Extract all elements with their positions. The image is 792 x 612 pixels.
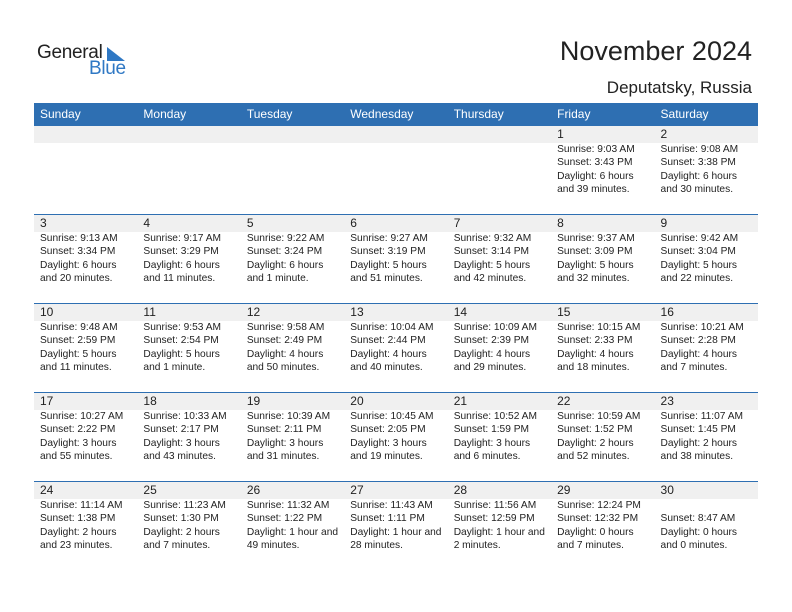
day-cell: [448, 410, 551, 481]
sunrise-text: Sunrise: 10:39 AM: [246, 411, 331, 422]
sunrise-text: [40, 143, 137, 156]
sunrise-text: Sunrise: 10:59 AM: [557, 411, 641, 422]
daylight-text: Daylight: 2 hours: [660, 437, 737, 449]
day-cell: [344, 410, 447, 481]
sunrise-text: Sunrise: 9:22 AM: [246, 233, 325, 244]
daylight-text: Daylight: 6 hours: [143, 259, 220, 271]
sunset-text: [247, 156, 344, 169]
sunset-text: Sunset: 2:59 PM: [40, 335, 116, 347]
day-cell: [137, 499, 240, 570]
day-number: 15: [557, 305, 571, 319]
sunrise-text: [661, 499, 758, 512]
daylight-text: [350, 183, 447, 196]
day-details-row: [34, 143, 758, 214]
day-cell: [137, 143, 240, 214]
daylight-text: [247, 170, 344, 183]
sunset-text: Sunset: 8:47 AM: [660, 513, 736, 525]
day-cell: [655, 232, 758, 303]
logo-general-text: General: [37, 42, 103, 63]
sunrise-text: Sunrise: 10:52 AM: [453, 411, 537, 422]
day-number: 5: [246, 216, 254, 230]
daylight-text: Daylight: 2 hours: [40, 526, 117, 538]
day-number: 20: [350, 394, 364, 408]
sunrise-text: Sunrise: 9:37 AM: [557, 233, 635, 244]
daylight-text: Daylight: 6 hours: [40, 259, 117, 271]
day-cell: [241, 143, 344, 214]
day-number: 11: [143, 305, 156, 319]
sunrise-text: Sunrise: 9:27 AM: [350, 233, 428, 244]
daylight-text: [350, 170, 447, 183]
sunset-text: Sunset: 2:28 PM: [660, 335, 736, 347]
sunset-text: Sunset: 2:44 PM: [350, 335, 426, 347]
day-cell: [34, 321, 137, 392]
day-number: 9: [660, 216, 668, 230]
sunrise-text: [247, 143, 344, 156]
day-cell: [551, 499, 654, 570]
day-number: 7: [453, 216, 461, 230]
daylight-text: and 19 minutes.: [350, 451, 423, 463]
sunset-text: Sunset: 2:54 PM: [143, 335, 219, 347]
sunrise-text: Sunrise: 11:32 AM: [246, 500, 330, 511]
day-number: 18: [143, 394, 157, 408]
sunrise-text: Sunrise: 9:08 AM: [660, 144, 739, 155]
day-number-row: [34, 482, 758, 499]
sunrise-text: Sunrise: 10:21 AM: [660, 322, 744, 333]
day-cell: [448, 499, 551, 570]
day-number: 29: [557, 483, 571, 497]
day-cell: [655, 499, 758, 570]
day-number: 1: [557, 127, 564, 141]
day-number: [34, 126, 137, 143]
daylight-text: and 32 minutes.: [557, 273, 630, 285]
sunset-text: [454, 156, 551, 169]
day-cell: [655, 321, 758, 392]
sunrise-text: Sunrise: 10:33 AM: [143, 411, 227, 422]
daylight-text: and 40 minutes.: [350, 362, 423, 374]
daylight-text: Daylight: 4 hours: [453, 348, 531, 360]
daylight-text: Daylight: 2 hours: [557, 437, 634, 449]
day-number: 25: [143, 483, 157, 497]
sunrise-text: Sunrise: 12:24 PM: [557, 500, 641, 511]
weekday-thursday: Thursday: [453, 107, 504, 121]
daylight-text: and 1 minute.: [246, 273, 309, 285]
day-number: 21: [453, 394, 468, 408]
day-cell: [137, 410, 240, 481]
daylight-text: [143, 183, 240, 196]
daylight-text: and 55 minutes.: [40, 451, 113, 463]
daylight-text: Daylight: 5 hours: [453, 259, 531, 271]
day-cell: [551, 410, 654, 481]
daylight-text: Daylight: 4 hours: [557, 348, 634, 360]
sunset-text: Sunset: 1:30 PM: [143, 513, 219, 525]
sunset-text: Sunset: 1:38 PM: [40, 513, 116, 525]
day-number: 3: [40, 216, 47, 230]
week-row: [34, 303, 758, 392]
week-row: [34, 392, 758, 481]
daylight-text: Daylight: 3 hours: [143, 437, 220, 449]
day-cell: [551, 321, 654, 392]
sunset-text: Sunset: 3:14 PM: [453, 246, 530, 258]
weeks-container: [34, 126, 758, 570]
daylight-text: Daylight: 1 hour and: [453, 526, 545, 538]
day-number: [344, 126, 447, 143]
day-cell: [34, 143, 137, 214]
sunset-text: Sunset: 3:04 PM: [660, 246, 736, 258]
sunset-text: Sunset: 12:32 PM: [557, 513, 639, 525]
day-cell: [551, 143, 654, 214]
daylight-text: and 20 minutes.: [40, 273, 113, 285]
daylight-text: Daylight: 3 hours: [350, 437, 427, 449]
day-cell: [241, 232, 344, 303]
day-cell: [448, 143, 551, 214]
weekday-tuesday: Tuesday: [246, 107, 293, 121]
sunrise-text: [350, 143, 447, 156]
weekday-monday: Monday: [143, 107, 187, 121]
sunset-text: Sunset: 1:11 PM: [350, 513, 425, 525]
logo-blue-text: Blue: [89, 58, 126, 79]
daylight-text: Daylight: 5 hours: [350, 259, 427, 271]
sunrise-text: Sunrise: 10:04 AM: [350, 322, 434, 333]
daylight-text: Daylight: 3 hours: [246, 437, 324, 449]
sunrise-text: [454, 143, 551, 156]
daylight-text: and 39 minutes.: [557, 184, 630, 196]
sunrise-text: Sunrise: 9:58 AM: [246, 322, 325, 333]
daylight-text: Daylight: 4 hours: [246, 348, 324, 360]
sunset-text: Sunset: 3:29 PM: [143, 246, 219, 258]
day-cell: [448, 232, 551, 303]
weekday-saturday: Saturday: [660, 107, 709, 121]
sunrise-text: Sunrise: 11:07 AM: [660, 411, 744, 422]
sunset-text: Sunset: 1:52 PM: [557, 424, 633, 436]
day-cell: [34, 499, 137, 570]
day-cell: [241, 321, 344, 392]
daylight-text: [247, 183, 344, 196]
day-cell: [344, 499, 447, 570]
location-subtitle: Deputatsky, Russia: [606, 78, 752, 97]
sunrise-text: Sunrise: 10:27 AM: [40, 411, 124, 422]
sunset-text: Sunset: 2:49 PM: [246, 335, 323, 347]
day-number: 24: [40, 483, 54, 497]
daylight-text: and 22 minutes.: [660, 273, 734, 285]
sunrise-text: Sunrise: 9:53 AM: [143, 322, 222, 333]
day-details-row: [34, 321, 758, 392]
daylight-text: Daylight: 5 hours: [660, 259, 737, 271]
sunset-text: [40, 156, 137, 169]
sunset-text: Sunset: 3:43 PM: [557, 157, 633, 169]
week-row: [34, 481, 758, 570]
daylight-text: Daylight: 2 hours: [143, 526, 220, 538]
calendar-grid: [34, 103, 758, 570]
day-number: 22: [557, 394, 571, 408]
day-cell: [655, 143, 758, 214]
day-number: [137, 126, 240, 143]
day-number: 10: [40, 305, 54, 319]
daylight-text: Daylight: 1 hour and: [350, 526, 442, 538]
day-number-row: [34, 126, 758, 143]
daylight-text: Daylight: 3 hours: [40, 437, 117, 449]
day-cell: [655, 410, 758, 481]
daylight-text: Daylight: 4 hours: [350, 348, 427, 360]
daylight-text: and 30 minutes.: [660, 184, 734, 196]
daylight-text: [454, 170, 551, 183]
daylight-text: Daylight: 6 hours: [246, 259, 324, 271]
week-row: [34, 214, 758, 303]
sunset-text: Sunset: 1:22 PM: [246, 513, 323, 525]
day-number: 4: [143, 216, 151, 230]
sunrise-text: Sunrise: 9:32 AM: [453, 233, 532, 244]
sunrise-text: Sunrise: 10:09 AM: [453, 322, 537, 333]
sunset-text: [350, 156, 447, 169]
week-row: [34, 126, 758, 214]
daylight-text: Daylight: 1 hour and: [246, 526, 339, 538]
day-number: 16: [660, 305, 674, 319]
day-number: 6: [350, 216, 357, 230]
daylight-text: and 51 minutes.: [350, 273, 423, 285]
daylight-text: and 38 minutes.: [660, 451, 734, 463]
day-number: 14: [453, 305, 468, 319]
daylight-text: and 43 minutes.: [143, 451, 216, 463]
daylight-text: Daylight: 4 hours: [660, 348, 737, 360]
sunset-text: [143, 156, 240, 169]
day-cell: [241, 410, 344, 481]
daylight-text: and 7 minutes.: [143, 540, 211, 552]
weekday-header: [34, 103, 758, 126]
daylight-text: and 7 minutes.: [557, 540, 624, 552]
day-cell: [137, 232, 240, 303]
day-number: 30: [660, 483, 674, 497]
sunset-text: Sunset: 2:05 PM: [350, 424, 426, 436]
day-cell: [344, 143, 447, 214]
day-cell: [551, 232, 654, 303]
daylight-text: and 11 minutes.: [143, 273, 216, 285]
day-number: 19: [246, 394, 261, 408]
daylight-text: and 50 minutes.: [246, 362, 320, 374]
daylight-text: Daylight: 5 hours: [143, 348, 220, 360]
daylight-text: Daylight: 0 hours: [557, 526, 634, 538]
day-details-row: [34, 499, 758, 570]
sunrise-text: Sunrise: 11:43 AM: [350, 500, 433, 511]
sunrise-text: Sunrise: 11:14 AM: [40, 500, 123, 511]
day-cell: [344, 321, 447, 392]
sunrise-text: Sunrise: 11:56 AM: [453, 500, 537, 511]
day-number: 26: [246, 483, 261, 497]
daylight-text: and 42 minutes.: [453, 273, 527, 285]
daylight-text: Daylight: 0 hours: [660, 526, 737, 538]
weekday-sunday: Sunday: [40, 107, 81, 121]
day-number: 27: [350, 483, 364, 497]
sunrise-text: [143, 143, 240, 156]
day-details-row: [34, 232, 758, 303]
daylight-text: and 52 minutes.: [557, 451, 630, 463]
sunrise-text: Sunrise: 11:23 AM: [143, 500, 226, 511]
daylight-text: Daylight: 3 hours: [453, 437, 531, 449]
sunset-text: Sunset: 1:59 PM: [453, 424, 530, 436]
sunset-text: Sunset: 3:24 PM: [246, 246, 323, 258]
sunrise-text: Sunrise: 9:42 AM: [660, 233, 739, 244]
day-number: 13: [350, 305, 364, 319]
daylight-text: Daylight: 5 hours: [557, 259, 634, 271]
daylight-text: [40, 183, 137, 196]
day-number: 23: [660, 394, 674, 408]
daylight-text: Daylight: 5 hours: [40, 348, 117, 360]
daylight-text: 49 minutes.: [246, 540, 300, 552]
sunset-text: Sunset: 2:33 PM: [557, 335, 633, 347]
daylight-text: [143, 170, 240, 183]
page-title: November 2024: [559, 36, 752, 66]
day-number: [448, 126, 551, 143]
day-number-row: [34, 215, 758, 232]
day-cell: [448, 321, 551, 392]
day-number: [241, 126, 344, 143]
sunset-text: Sunset: 3:38 PM: [660, 157, 736, 169]
sunset-text: Sunset: 1:45 PM: [660, 424, 736, 436]
day-number: 12: [246, 305, 261, 319]
sunset-text: Sunset: 3:19 PM: [350, 246, 426, 258]
weekday-friday: Friday: [557, 107, 591, 121]
daylight-text: and 23 minutes.: [40, 540, 113, 552]
sunrise-text: Sunrise: 9:48 AM: [40, 322, 118, 333]
daylight-text: Daylight: 6 hours: [557, 170, 634, 182]
day-number: 17: [40, 394, 54, 408]
sunset-text: Sunset: 12:59 PM: [453, 513, 535, 525]
sunset-text: Sunset: 2:39 PM: [453, 335, 530, 347]
day-cell: [241, 499, 344, 570]
daylight-text: 2 minutes.: [453, 540, 501, 552]
day-number: 28: [453, 483, 468, 497]
logo: [37, 42, 147, 82]
daylight-text: and 31 minutes.: [246, 451, 320, 463]
daylight-text: and 18 minutes.: [557, 362, 630, 374]
daylight-text: and 1 minute.: [143, 362, 206, 374]
day-number-row: [34, 393, 758, 410]
daylight-text: [454, 183, 551, 196]
sunrise-text: Sunrise: 9:03 AM: [557, 144, 635, 155]
sunset-text: Sunset: 2:22 PM: [40, 424, 116, 436]
day-number: 8: [557, 216, 564, 230]
daylight-text: and 29 minutes.: [453, 362, 527, 374]
day-cell: [137, 321, 240, 392]
sunset-text: Sunset: 2:17 PM: [143, 424, 219, 436]
weekday-wednesday: Wednesday: [350, 107, 414, 121]
daylight-text: and 6 minutes.: [453, 451, 521, 463]
daylight-text: and 11 minutes.: [40, 362, 112, 374]
sunset-text: Sunset: 3:34 PM: [40, 246, 116, 258]
day-cell: [34, 410, 137, 481]
day-cell: [34, 232, 137, 303]
sunset-text: Sunset: 2:11 PM: [246, 424, 322, 436]
day-number: 2: [660, 127, 668, 141]
day-cell: [344, 232, 447, 303]
daylight-text: and 0 minutes.: [660, 540, 728, 552]
daylight-text: 28 minutes.: [350, 540, 403, 552]
sunset-text: Sunset: 3:09 PM: [557, 246, 633, 258]
sunrise-text: Sunrise: 9:13 AM: [40, 233, 118, 244]
daylight-text: and 7 minutes.: [660, 362, 728, 374]
day-details-row: [34, 410, 758, 481]
sunrise-text: Sunrise: 9:17 AM: [143, 233, 222, 244]
sunrise-text: Sunrise: 10:45 AM: [350, 411, 434, 422]
sunrise-text: Sunrise: 10:15 AM: [557, 322, 641, 333]
daylight-text: [40, 170, 137, 183]
daylight-text: Daylight: 6 hours: [660, 170, 737, 182]
day-number-row: [34, 304, 758, 321]
